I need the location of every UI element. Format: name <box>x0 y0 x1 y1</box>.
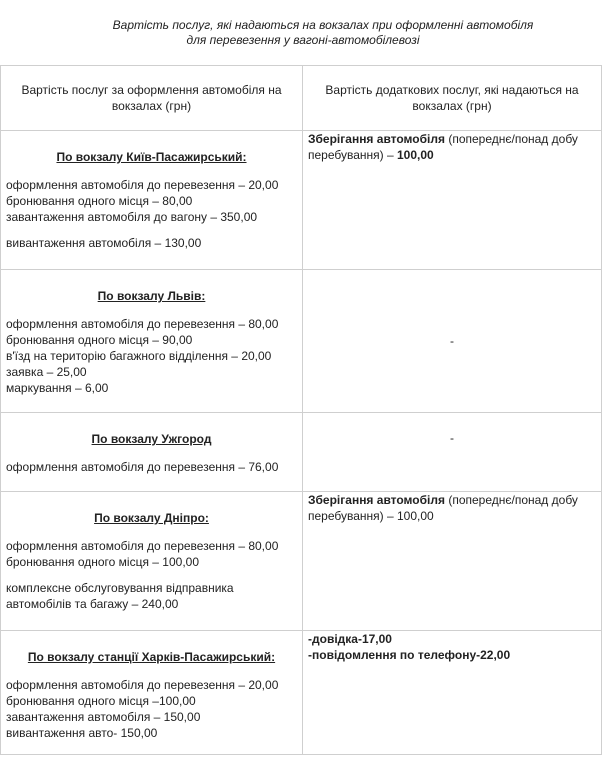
extra-cell <box>303 131 602 270</box>
extra-bold: Зберігання автомобіля <box>308 132 445 146</box>
header-col2: Вартість додаткових послуг, які надаються на вокзалах (грн) <box>303 66 602 131</box>
station-name: По вокзалу Дніпро: <box>94 511 209 525</box>
station-name: По вокзалу станції Харків-Пасажирський: <box>27 650 276 664</box>
table-row <box>1 270 602 413</box>
extra-cell: - <box>303 413 602 492</box>
station-cell <box>1 131 303 270</box>
table-row <box>1 492 602 631</box>
service-line: оформлення автомобіля до перевезення – 80,00 <box>6 317 279 331</box>
service-line: комплексне обслуговування відправника <box>6 581 234 595</box>
page-title <box>0 18 606 48</box>
station-cell <box>1 492 303 631</box>
service-line: бронювання одного місця – 90,00 <box>6 333 193 347</box>
extra-cell <box>303 631 602 755</box>
service-line: оформлення автомобіля до перевезення – 20,00 <box>6 178 279 192</box>
service-line: вивантаження авто- 150,00 <box>6 726 158 740</box>
station-name: По вокзалу Київ-Пасажирський: <box>56 150 247 164</box>
service-line: заявка – 25,00 <box>6 365 87 379</box>
service-line: бронювання одного місця –100,00 <box>6 694 196 708</box>
prices-table <box>0 65 602 755</box>
service-line: бронювання одного місця – 80,00 <box>6 194 193 208</box>
service-line: оформлення автомобіля до перевезення – 80,00 <box>6 539 279 553</box>
title-line-2: для перевезення у вагоні-автомобілевозі <box>186 33 420 47</box>
service-line: вивантаження автомобіля – 130,00 <box>6 236 202 250</box>
table-row <box>1 413 602 492</box>
service-line: маркування – 6,00 <box>6 381 109 395</box>
extra-line: -повідомлення по телефону-22,00 <box>308 648 511 662</box>
service-line: автомобілів та багажу – 240,00 <box>6 597 179 611</box>
extra-value: 100,00 <box>397 148 434 162</box>
extra-cell: - <box>303 270 602 413</box>
service-line: оформлення автомобіля до перевезення – 20,00 <box>6 678 279 692</box>
extra-cell <box>303 492 602 631</box>
table-row <box>1 131 602 270</box>
title-line-1: Вартість послуг, які надаються на вокзалах при оформленні автомобіля <box>112 18 534 32</box>
station-name: По вокзалу Ужгород <box>91 432 212 446</box>
station-cell <box>1 270 303 413</box>
station-cell <box>1 631 303 755</box>
station-name: По вокзалу Львів: <box>97 289 206 303</box>
service-line: завантаження автомобіля до вагону – 350,00 <box>6 210 258 224</box>
extra-line: -довідка-17,00 <box>308 632 392 646</box>
table-row <box>1 631 602 755</box>
station-cell <box>1 413 303 492</box>
extra-text: (попереднє/понад добу перебування) – 100,00 <box>308 493 578 523</box>
service-line: бронювання одного місця – 100,00 <box>6 555 200 569</box>
extra-text: (попереднє/понад добу перебування) – <box>308 132 578 162</box>
extra-bold: Зберігання автомобіля <box>308 493 445 507</box>
service-line: в'їзд на територію багажного відділення – 20,00 <box>6 349 272 363</box>
service-line: завантаження автомобіля – 150,00 <box>6 710 201 724</box>
table-header-row <box>1 66 602 131</box>
service-line: оформлення автомобіля до перевезення – 76,00 <box>6 460 279 474</box>
header-col1: Вартість послуг за оформлення автомобіля на вокзалах (грн) <box>1 66 303 131</box>
